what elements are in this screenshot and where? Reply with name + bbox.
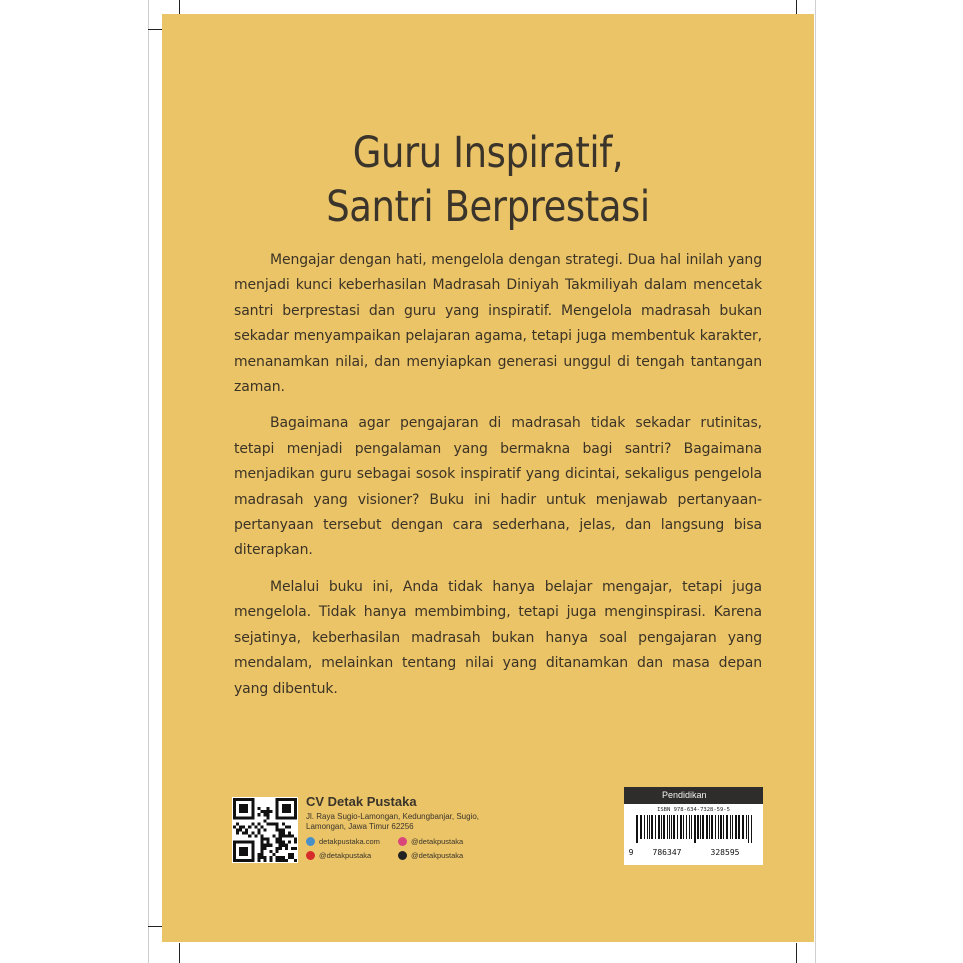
barcode-bars	[634, 815, 763, 847]
tiktok-text: @detakpustaka	[411, 851, 464, 860]
qr-code	[232, 797, 298, 863]
crop-mark-top-left-v	[179, 0, 180, 14]
publisher-info	[306, 794, 506, 860]
crop-mark-bottom-left	[148, 926, 162, 927]
social-row-1	[306, 837, 506, 846]
social-youtube	[306, 851, 398, 860]
crop-mark-bottom-right-v	[796, 943, 797, 963]
isbn-text: ISBN 978-634-7328-59-5	[657, 807, 730, 813]
tiktok-icon	[398, 851, 407, 860]
crop-mark-bottom-left-v	[179, 943, 180, 963]
barcode-digit-lead: 9	[628, 848, 634, 857]
globe-icon	[306, 837, 315, 846]
barcode-digits-left: 786347	[652, 848, 682, 857]
sheet-right-edge	[815, 0, 816, 963]
youtube-icon	[306, 851, 315, 860]
sheet-left-edge	[148, 0, 149, 963]
instagram-icon	[398, 837, 407, 846]
isbn-barcode-box	[624, 787, 763, 865]
publisher-name: CV Detak Pustaka	[306, 794, 417, 809]
blurb-paragraph-3: Melalui buku ini, Anda tidak hanya belajar mengajar, tetapi juga mengelola. Tidak hanya membimbing, tetapi juga menginspirasi. Karena sejatinya, keberhasilan madrasah bukan hanya soal pengajaran yang mendalam, melainkan tentang nilai yang ditanamkan dan masa depan yang dibentuk.	[234, 578, 762, 697]
genre-label: Pendidikan	[624, 787, 763, 804]
blurb	[234, 248, 762, 713]
social-tiktok	[398, 851, 490, 860]
social-instagram	[398, 837, 490, 846]
title-line-2: Santri Berprestasi	[326, 182, 650, 232]
youtube-text: @detakpustaka	[319, 851, 372, 860]
social-row-2	[306, 851, 506, 860]
book-back-cover	[162, 14, 814, 942]
title-line-1: Guru Inspiratif,	[352, 128, 624, 178]
crop-mark-top-right-v	[796, 0, 797, 14]
social-website	[306, 837, 398, 846]
blurb-paragraph-2: Bagaimana agar pengajaran di madrasah tidak sekadar rutinitas, tetapi menjadi pengalaman yang bermakna bagi santri? Bagaimana menjadikan guru sebagai sosok inspiratif yang dicintai, sekaligus pengelola madrasah yang visioner? Buku ini hadir untuk menjawab pertanyaan-pertanyaan tersebut dengan cara sederhana, jelas, dan langsung bisa diterapkan.	[234, 415, 762, 559]
publisher-address: Jl. Raya Sugio-Lamongan, Kedungbanjar, Sugio, Lamongan, Jawa Timur 62256	[306, 812, 480, 831]
book-title	[208, 126, 769, 234]
blurb-paragraph-1: Mengajar dengan hati, mengelola dengan strategi. Dua hal inilah yang menjadi kunci keberhasilan Madrasah Diniyah Takmiliyah dalam mencetak santri berprestasi dan guru yang inspiratif. Mengelola madrasah bukan sekadar menyampaikan pelajaran agama, tetapi juga membentuk karakter, menanamkan nilai, dan menyiapkan generasi unggul di tengah tantangan zaman.	[234, 252, 762, 396]
website-text: detakpustaka.com	[319, 837, 380, 846]
barcode-digits	[624, 848, 763, 857]
instagram-text: @detakpustaka	[411, 837, 464, 846]
crop-mark-top-left	[148, 29, 162, 30]
barcode-digits-right: 328595	[710, 848, 740, 857]
